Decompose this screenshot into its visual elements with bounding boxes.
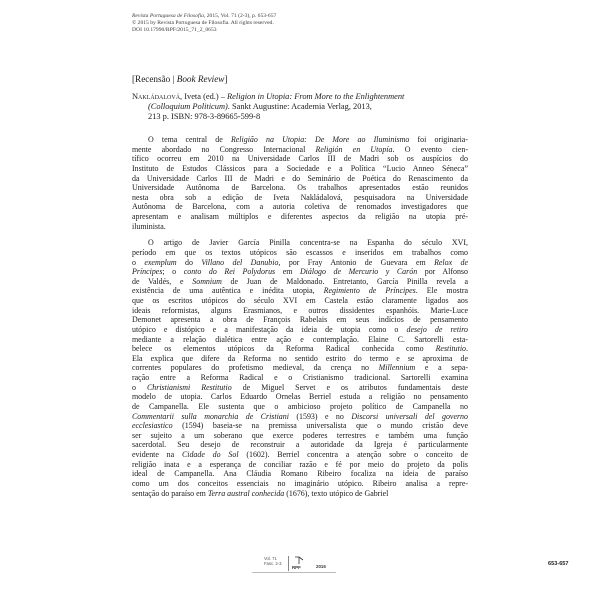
body-line: Autônoma de Barcelona, com a autoria coletiva de renomados investigadores que: [132, 202, 468, 212]
book-reference: [132, 92, 468, 123]
body-line: ser sujeito a um soberano que exerce poderes terrestres e também uma função: [132, 430, 468, 440]
section-label-close: ]: [224, 74, 228, 84]
body-line: o Christianismi Restitutio de Miguel Servet e os atributos fundamentais deste: [132, 382, 469, 392]
body-line: correntes populares do profetismo medieval, da crença no Millennium e a sepa-: [132, 363, 468, 373]
body-line: iluminista.: [132, 221, 166, 231]
section-label-en: Book Review: [176, 74, 225, 84]
review-body: [132, 135, 468, 498]
body-line: apresentam e analisam múltiplos e diferentes aspectos da religião na utopia pré-: [132, 212, 468, 221]
footer-fasc: Fasc. 2-3: [264, 561, 282, 566]
body-line: de Campanella. Ele sustenta que o ambicioso projeto político de Campanella no: [132, 401, 468, 411]
reference-author-rest: , Iveta (ed.) –: [180, 92, 228, 101]
reference-line-2: [132, 102, 468, 112]
section-label-pt: [Recensão |: [132, 74, 177, 84]
footer-logo-text: RPF: [292, 565, 301, 570]
body-line: tífico ocorreu em 2010 na Universidade Carlos III de Madri sob os auspícios do: [132, 154, 468, 164]
body-line: nesta obra sob a edição de Iveta Nakládalová, pesquisadora na Universidade: [132, 192, 468, 202]
body-line: ração entre a Reforma Radical e o Cristianismo tradicional. Sartorelli examina: [132, 373, 468, 382]
footer-vol: Vol. 71: [264, 556, 277, 561]
copyright-line: © 2015 by Revista Portuguesa de Filosofia. All rights reserved.: [132, 20, 274, 27]
body-line: como um dos conceitos essenciais no imaginário utópico. Ribeiro analisa a repre-: [132, 478, 468, 488]
reference-publisher: . Sankt Augustine: Academia Verlag, 2013,: [227, 102, 372, 112]
body-line: religião inata e a esperança de conciliar razão e fé por meio do projeto da polis: [132, 459, 468, 469]
doi-line: DOI 10.17990/RPF/2015_71_2_0653: [132, 27, 217, 34]
body-line: O artigo de Javier García Pinilla concentra-se na Espanha do século XVI,: [148, 238, 468, 248]
body-line: evidente na Cidade do Sol (1602). Berriel concentra a atenção sobre o conceito de: [132, 450, 468, 459]
journal-title: Revista Portuguesa de Filosofia: [132, 13, 204, 19]
paragraph-1: [132, 135, 468, 231]
body-line: de Valdés, e Somnium de Juan de Maldonado. Entretanto, García Pinilla revela a: [132, 276, 468, 286]
body-line: ideais reformistas, alguns Erasmianos, e outros dissidentes espanhóis. Marie-Luce: [132, 305, 468, 315]
body-line: que os escritos utópicos do século XVI em Castela estão claramente ligados aos: [132, 296, 468, 305]
body-line: ecclesiastico (1594) baseia-se na premissa universalista que o mundo cristão deve: [132, 421, 468, 431]
body-line: da Universidade Carlos III de Madri e do Seminário de Poética do Renascimento da: [132, 173, 468, 183]
body-line: Universidade Autônoma de Barcelona. Os trabalhos apresentados estão reunidos: [132, 183, 468, 193]
footer-divider: [288, 556, 289, 571]
body-line: O tema central de Religião na Utopia: De More ao Iluminismo foi originaria-: [148, 135, 468, 144]
body-line: ideal de Campanella. Ana Cláudia Romano Ribeiro focaliza na ideia de paraíso: [132, 469, 468, 479]
body-line: período em que os textos utópicos são escassos e inseridos em trabalhos como: [132, 247, 468, 257]
reference-pages-isbn: 213 p. ISBN: 978-3-89665-599-8: [148, 112, 261, 122]
reference-author: Nakládalová: [132, 92, 181, 101]
reference-title: Religion in Utopia: From More to the Enlightenment: [227, 92, 405, 101]
reference-series: (Colloquium Politicum): [148, 102, 228, 112]
body-line: Príncipes; o conto do Rei Polydorus em Diálogo de Mercurio y Carón por Alfonso: [132, 267, 468, 277]
journal-issue: , 2015, Vol. 71 (2-3), p. 653-657: [203, 13, 277, 19]
footer-rule: [252, 572, 336, 573]
footer-volume: [264, 556, 281, 566]
reference-line-1: [132, 92, 468, 102]
paragraph-2: [132, 238, 468, 498]
section-label: [132, 74, 227, 85]
body-line: mediante a relação dialética entre ação e contemplação. Elaine C. Sartorelli esta-: [132, 334, 468, 344]
body-line: mente abordado no Congresso Internacional Religión en Utopía. O evento cien-: [132, 144, 468, 154]
page-range: 653-657: [548, 561, 569, 567]
body-line: existência de uma autêntica e inédita utopia, Regimiento de Príncipes. Ele mostra: [132, 286, 468, 296]
body-line: modelo de utopia. Carlos Eduardo Ornelas Berriel estuda a religião no pensamento: [132, 392, 468, 402]
footer-year: 2015: [316, 564, 326, 569]
body-line: Ela explica que difere da Reforma no sentido estrito do termo e se aproxima de: [132, 353, 468, 363]
body-line: Demonet apresenta a obra de François Rabelais em seus indícios de pensamento: [132, 315, 468, 325]
body-line: Commentarii sulla monarchia de Cristiani (1593) e no Discorsi universali del governo: [132, 411, 468, 421]
body-line: belece os elementos utópicos da Reforma Radical conhecida como Restitutio.: [132, 344, 468, 354]
body-line: o exemplum do Villano del Danubio, por Fray Antonio de Guevara em Relox de: [132, 257, 469, 267]
body-line: Instituto de Estudos Clássicos para a Sociedade e a Política “Lucio Anneo Séneca”: [132, 163, 468, 173]
body-line: sacerdotal. Seu desejo de reconstruir a autoridade da Igreja é particularmente: [132, 440, 468, 450]
running-header: [132, 13, 276, 35]
body-line: utópico e distópico e a manifestação da ideia de utopia como o desejo de retiro: [132, 324, 468, 334]
body-line: sentação do paraíso em Terra austral conhecida (1676), texto utópico de Gabriel: [132, 488, 389, 498]
